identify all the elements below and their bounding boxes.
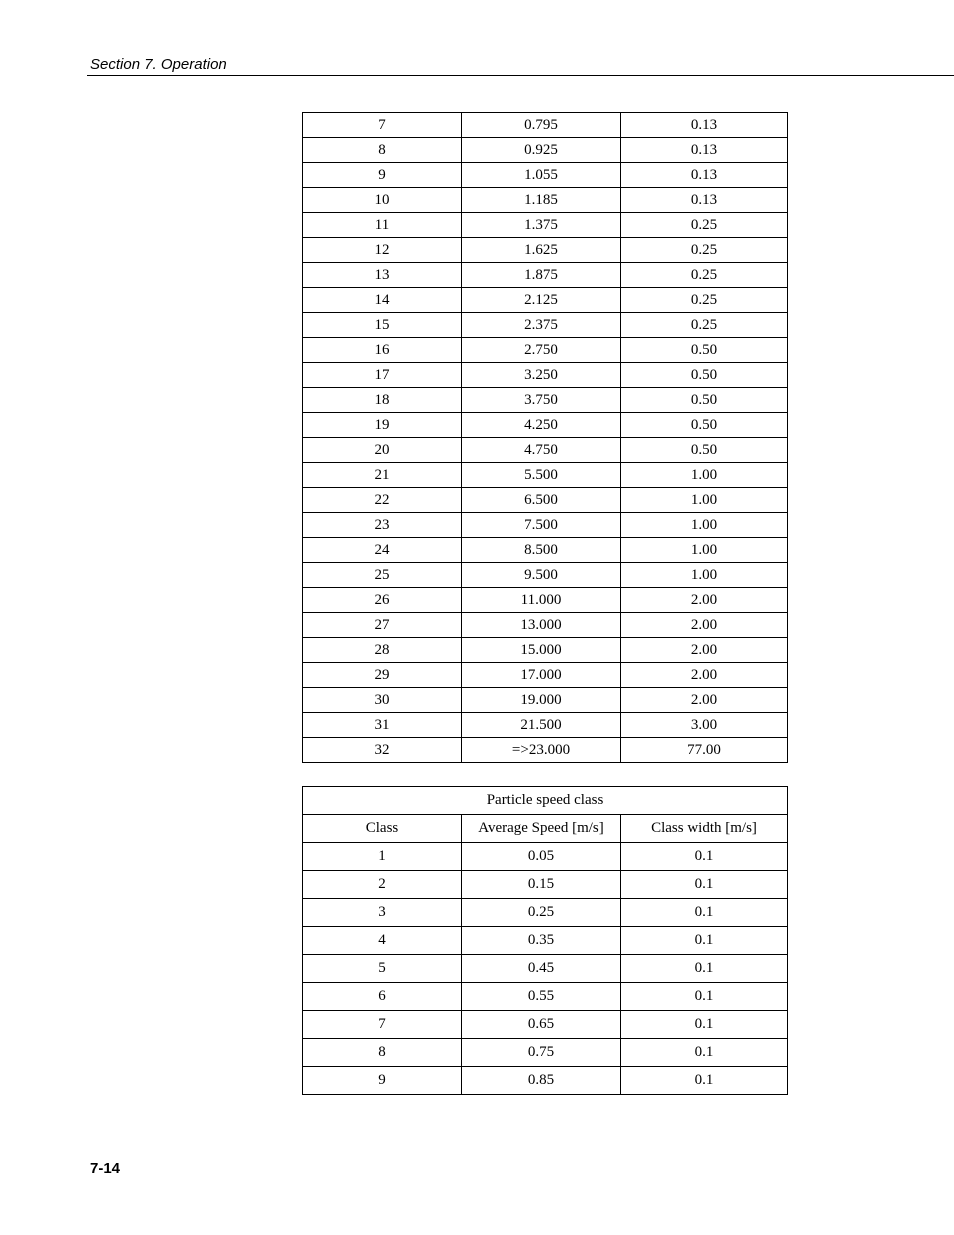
value-cell: 7.500	[462, 513, 621, 538]
width-cell: 0.1	[621, 983, 788, 1011]
value-cell: 2.750	[462, 338, 621, 363]
class-cell: 26	[303, 588, 462, 613]
class-cell: 7	[303, 1011, 462, 1039]
value-cell: 1.875	[462, 263, 621, 288]
width-cell: 0.50	[621, 363, 788, 388]
value-cell: 0.65	[462, 1011, 621, 1039]
table-row	[303, 843, 788, 871]
width-cell: 0.13	[621, 188, 788, 213]
column-header-class-width: Class width [m/s]	[621, 815, 788, 843]
table-row	[303, 513, 788, 538]
table-row	[303, 388, 788, 413]
width-cell: 0.50	[621, 413, 788, 438]
width-cell: 0.1	[621, 899, 788, 927]
table-row	[303, 1011, 788, 1039]
class-cell: 9	[303, 1067, 462, 1095]
table-title-row	[303, 787, 788, 815]
class-cell: 8	[303, 138, 462, 163]
value-cell: 5.500	[462, 463, 621, 488]
class-cell: 13	[303, 263, 462, 288]
width-cell: 0.1	[621, 1011, 788, 1039]
value-cell: 4.750	[462, 438, 621, 463]
class-cell: 3	[303, 899, 462, 927]
table-row	[303, 163, 788, 188]
value-cell: 1.375	[462, 213, 621, 238]
value-cell: 3.750	[462, 388, 621, 413]
column-header-class: Class	[303, 815, 462, 843]
particle-size-table	[302, 112, 788, 763]
class-cell: 1	[303, 843, 462, 871]
particle-speed-table	[302, 786, 788, 1095]
table-row	[303, 688, 788, 713]
table-row	[303, 713, 788, 738]
class-cell: 5	[303, 955, 462, 983]
width-cell: 2.00	[621, 638, 788, 663]
table-row	[303, 1067, 788, 1095]
value-cell: 1.185	[462, 188, 621, 213]
table-row	[303, 899, 788, 927]
class-cell: 27	[303, 613, 462, 638]
class-cell: 29	[303, 663, 462, 688]
width-cell: 1.00	[621, 488, 788, 513]
width-cell: 0.50	[621, 338, 788, 363]
value-cell: 0.75	[462, 1039, 621, 1067]
value-cell: 4.250	[462, 413, 621, 438]
table-row	[303, 955, 788, 983]
table-row	[303, 188, 788, 213]
width-cell: 0.1	[621, 871, 788, 899]
width-cell: 0.50	[621, 388, 788, 413]
width-cell: 0.25	[621, 263, 788, 288]
value-cell: =>23.000	[462, 738, 621, 763]
class-cell: 22	[303, 488, 462, 513]
value-cell: 21.500	[462, 713, 621, 738]
width-cell: 0.13	[621, 138, 788, 163]
column-header-average-speed: Average Speed [m/s]	[462, 815, 621, 843]
width-cell: 1.00	[621, 463, 788, 488]
value-cell: 8.500	[462, 538, 621, 563]
width-cell: 0.1	[621, 1039, 788, 1067]
table-row	[303, 413, 788, 438]
class-cell: 20	[303, 438, 462, 463]
class-cell: 14	[303, 288, 462, 313]
value-cell: 0.925	[462, 138, 621, 163]
value-cell: 0.35	[462, 927, 621, 955]
width-cell: 1.00	[621, 538, 788, 563]
value-cell: 0.05	[462, 843, 621, 871]
class-cell: 17	[303, 363, 462, 388]
table-row	[303, 488, 788, 513]
width-cell: 0.1	[621, 1067, 788, 1095]
value-cell: 17.000	[462, 663, 621, 688]
table-row	[303, 563, 788, 588]
page-number: 7-14	[90, 1160, 121, 1177]
class-cell: 8	[303, 1039, 462, 1067]
table-row	[303, 538, 788, 563]
width-cell: 3.00	[621, 713, 788, 738]
class-cell: 4	[303, 927, 462, 955]
class-cell: 18	[303, 388, 462, 413]
table-row	[303, 288, 788, 313]
width-cell: 1.00	[621, 513, 788, 538]
class-cell: 24	[303, 538, 462, 563]
table-row	[303, 1039, 788, 1067]
value-cell: 1.055	[462, 163, 621, 188]
value-cell: 2.375	[462, 313, 621, 338]
table-row	[303, 138, 788, 163]
table-row	[303, 663, 788, 688]
table-row	[303, 238, 788, 263]
class-cell: 32	[303, 738, 462, 763]
table-row	[303, 983, 788, 1011]
class-cell: 11	[303, 213, 462, 238]
width-cell: 2.00	[621, 663, 788, 688]
width-cell: 0.25	[621, 238, 788, 263]
width-cell: 2.00	[621, 613, 788, 638]
width-cell: 0.13	[621, 113, 788, 138]
table-row	[303, 463, 788, 488]
table-row	[303, 927, 788, 955]
header-rule	[87, 75, 954, 76]
class-cell: 16	[303, 338, 462, 363]
class-cell: 12	[303, 238, 462, 263]
class-cell: 31	[303, 713, 462, 738]
width-cell: 0.25	[621, 288, 788, 313]
table-row	[303, 738, 788, 763]
table-row	[303, 338, 788, 363]
class-cell: 10	[303, 188, 462, 213]
value-cell: 2.125	[462, 288, 621, 313]
class-cell: 9	[303, 163, 462, 188]
value-cell: 0.15	[462, 871, 621, 899]
table-row	[303, 613, 788, 638]
value-cell: 0.85	[462, 1067, 621, 1095]
value-cell: 0.25	[462, 899, 621, 927]
value-cell: 11.000	[462, 588, 621, 613]
table-row	[303, 871, 788, 899]
table-row	[303, 113, 788, 138]
value-cell: 1.625	[462, 238, 621, 263]
value-cell: 9.500	[462, 563, 621, 588]
width-cell: 0.25	[621, 313, 788, 338]
width-cell: 0.50	[621, 438, 788, 463]
table-row	[303, 213, 788, 238]
class-cell: 28	[303, 638, 462, 663]
class-cell: 19	[303, 413, 462, 438]
value-cell: 0.45	[462, 955, 621, 983]
table-title: Particle speed class	[303, 787, 788, 815]
section-header: Section 7. Operation	[90, 56, 227, 73]
value-cell: 15.000	[462, 638, 621, 663]
table-header-row	[303, 815, 788, 843]
class-cell: 25	[303, 563, 462, 588]
width-cell: 0.1	[621, 955, 788, 983]
width-cell: 0.1	[621, 927, 788, 955]
width-cell: 77.00	[621, 738, 788, 763]
class-cell: 21	[303, 463, 462, 488]
value-cell: 19.000	[462, 688, 621, 713]
table-row	[303, 313, 788, 338]
width-cell: 0.13	[621, 163, 788, 188]
value-cell: 3.250	[462, 363, 621, 388]
width-cell: 2.00	[621, 688, 788, 713]
class-cell: 7	[303, 113, 462, 138]
value-cell: 6.500	[462, 488, 621, 513]
class-cell: 23	[303, 513, 462, 538]
table-row	[303, 363, 788, 388]
class-cell: 6	[303, 983, 462, 1011]
class-cell: 2	[303, 871, 462, 899]
width-cell: 1.00	[621, 563, 788, 588]
value-cell: 0.795	[462, 113, 621, 138]
value-cell: 13.000	[462, 613, 621, 638]
width-cell: 2.00	[621, 588, 788, 613]
table-row	[303, 588, 788, 613]
width-cell: 0.1	[621, 843, 788, 871]
width-cell: 0.25	[621, 213, 788, 238]
table-row	[303, 263, 788, 288]
class-cell: 15	[303, 313, 462, 338]
value-cell: 0.55	[462, 983, 621, 1011]
class-cell: 30	[303, 688, 462, 713]
table-row	[303, 438, 788, 463]
table-row	[303, 638, 788, 663]
